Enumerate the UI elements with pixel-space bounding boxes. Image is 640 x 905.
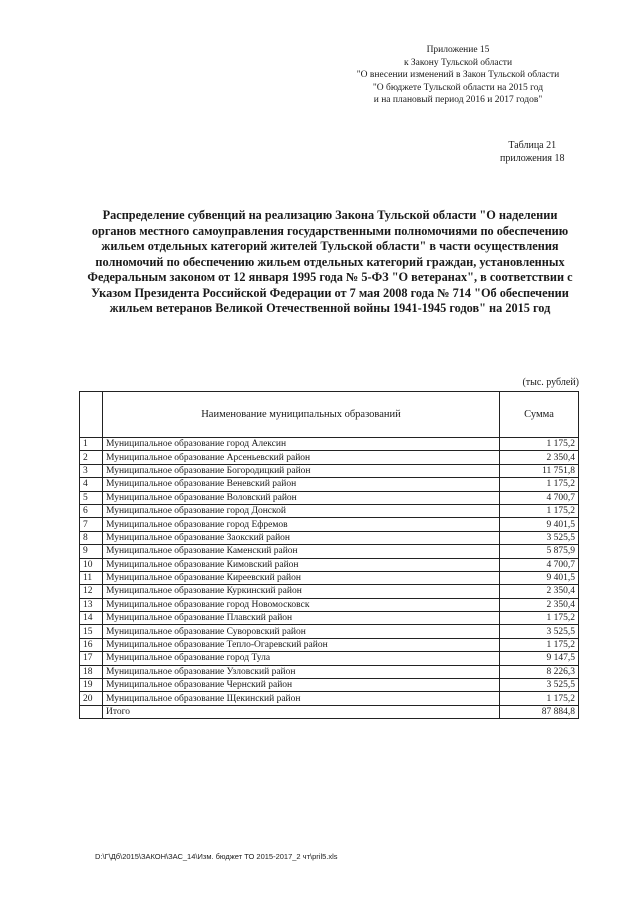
table-row [80,625,579,638]
table-row [80,491,579,504]
row-number: 10 [80,558,103,571]
table-row [80,464,579,477]
municipality-name: Муниципальное образование город Тула [103,652,500,665]
municipality-name: Муниципальное образование Щекинский район [103,692,500,705]
subsidy-table [79,391,579,719]
row-number: 2 [80,451,103,464]
row-number: 3 [80,464,103,477]
row-number: 6 [80,504,103,517]
table-row [80,665,579,678]
table-row [80,478,579,491]
municipality-name: Муниципальное образование Арсеньевский район [103,451,500,464]
subsidy-sum: 4 700,7 [500,491,579,504]
appendix-line: Приложение 15 [426,45,490,55]
row-number: 7 [80,518,103,531]
subsidy-sum: 5 875,9 [500,545,579,558]
row-number: 4 [80,478,103,491]
table-header-row [80,392,579,438]
row-number: 11 [80,571,103,584]
subsidy-sum: 3 525,5 [500,625,579,638]
header-name: Наименование муниципальных образований [103,392,500,438]
municipality-name: Муниципальное образование Узловский район [103,665,500,678]
table-row [80,451,579,464]
subsidy-sum: 2 350,4 [500,585,579,598]
row-number: 8 [80,531,103,544]
total-label: Итого [103,705,500,718]
table-row [80,679,579,692]
subsidy-sum: 9 401,5 [500,571,579,584]
municipality-name: Муниципальное образование Веневский район [103,478,500,491]
municipality-name: Муниципальное образование город Алексин [103,438,500,451]
municipality-name: Муниципальное образование Воловский район [103,491,500,504]
table-row [80,652,579,665]
file-path: D:\Г\Дб\2015\ЗАКОН\ЗАС_14\Изм. бюджет ТО 2015-2017_2 чт\pril5.xls [95,852,338,861]
subsidy-sum: 1 175,2 [500,692,579,705]
subsidy-sum: 9 147,5 [500,652,579,665]
row-number: 15 [80,625,103,638]
municipality-name: Муниципальное образование город Ефремов [103,518,500,531]
subsidy-sum: 1 175,2 [500,478,579,491]
subsidy-sum: 4 700,7 [500,558,579,571]
document-title: Распределение субвенций на реализацию Закона Тульской области "О наделении органов местного самоуправления государственными полномочиями по обеспечению жильем отдельных категорий жителей Тульской области" в части осуществления полномочий по обеспечению жильем отдельных категорий граждан, установленных Федеральным законом от 12 января 1995 года № 5-ФЗ "О ветеранах", в соответствии с Указом Президента Российской Федерации от 7 мая 2008 года № 714 "Об обеспечении жильем ветеранов Великой Отечественной войны 1941-1945 годов" на 2015 год [87,208,573,315]
total-number [80,705,103,718]
subsidy-sum: 3 525,5 [500,531,579,544]
appendix-line: и на плановый период 2016 и 2017 годов" [373,95,543,105]
header-sum: Сумма [500,392,579,438]
total-sum: 87 884,8 [500,705,579,718]
municipality-name: Муниципальное образование Богородицкий район [103,464,500,477]
table-row [80,692,579,705]
subsidy-sum: 1 175,2 [500,612,579,625]
subsidy-sum: 8 226,3 [500,665,579,678]
table-row [80,531,579,544]
table-row [80,438,579,451]
table-row [80,518,579,531]
row-number: 14 [80,612,103,625]
total-row [80,705,579,718]
row-number: 17 [80,652,103,665]
subsidy-sum: 1 175,2 [500,504,579,517]
table-row [80,571,579,584]
municipality-name: Муниципальное образование Плавский район [103,612,500,625]
municipality-name: Муниципальное образование Заокский район [103,531,500,544]
table-row [80,545,579,558]
table-row [80,585,579,598]
row-number: 13 [80,598,103,611]
subsidy-sum: 1 175,2 [500,638,579,651]
table-row [80,612,579,625]
subsidy-sum: 3 525,5 [500,679,579,692]
unit-note: (тыс. рублей) [522,377,579,388]
table-row [80,638,579,651]
municipality-name: Муниципальное образование Суворовский район [103,625,500,638]
appendix-header [338,44,578,107]
appendix-line: к Закону Тульской области [403,57,513,68]
appendix-line: "О бюджете Тульской области на 2015 год [372,82,544,93]
subsidy-sum: 9 401,5 [500,518,579,531]
table-reference [500,139,564,165]
table-row [80,558,579,571]
row-number: 1 [80,438,103,451]
municipality-name: Муниципальное образование город Донской [103,504,500,517]
header-number [80,392,103,438]
appendix-line: "О внесении изменений в Закон Тульской области [356,70,560,80]
subsidy-sum: 1 175,2 [500,438,579,451]
row-number: 18 [80,665,103,678]
municipality-name: Муниципальное образование Каменский район [103,545,500,558]
subsidy-sum: 11 751,8 [500,464,579,477]
row-number: 16 [80,638,103,651]
municipality-name: Муниципальное образование Киреевский район [103,571,500,584]
municipality-name: Муниципальное образование Чернский район [103,679,500,692]
row-number: 19 [80,679,103,692]
row-number: 9 [80,545,103,558]
subsidy-sum: 2 350,4 [500,451,579,464]
table-ref-line1: Таблица 21 [508,140,557,151]
table-ref-line2: приложения 18 [500,153,565,164]
municipality-name: Муниципальное образование Тепло-Огаревский район [103,638,500,651]
row-number: 12 [80,585,103,598]
row-number: 20 [80,692,103,705]
municipality-name: Муниципальное образование город Новомосковск [103,598,500,611]
subsidy-sum: 2 350,4 [500,598,579,611]
row-number: 5 [80,491,103,504]
municipality-name: Муниципальное образование Куркинский район [103,585,500,598]
municipality-name: Муниципальное образование Кимовский район [103,558,500,571]
table-row [80,504,579,517]
table-row [80,598,579,611]
